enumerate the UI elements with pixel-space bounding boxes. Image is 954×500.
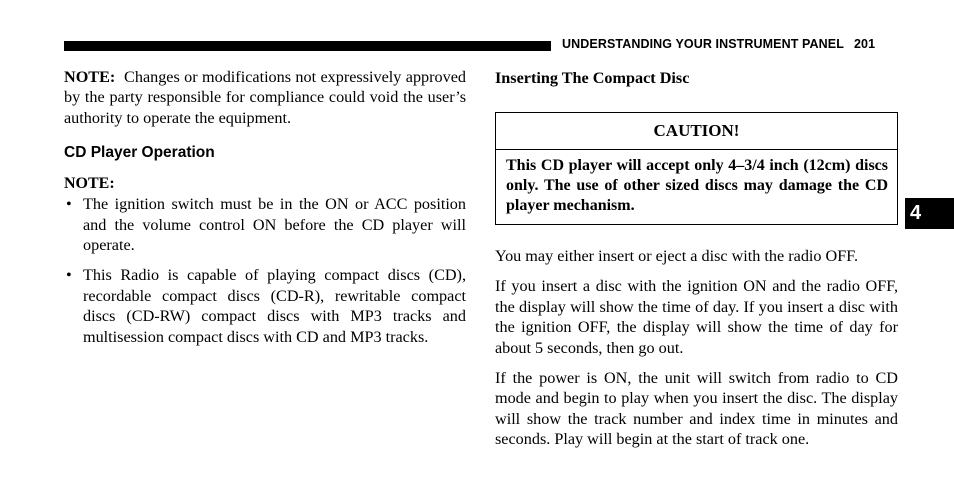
section-heading-cd-player: CD Player Operation [64, 144, 215, 162]
subheading-inserting-disc: Inserting The Compact Disc [495, 69, 690, 87]
caution-box [495, 112, 898, 225]
note-text: Changes or modifications not expressively approved by the party responsible for compliance could void the user’s authority to operate the equipment. [64, 68, 467, 127]
bullet-icon: • [66, 266, 72, 285]
bullet-icon: • [66, 195, 72, 214]
bullet-text: This Radio is capable of playing compact discs (CD), recordable compact discs (CD-R), rewritable compact discs (CD-RW) compact discs with MP3 tracks and multisession compact discs with CD and MP3 tracks. [83, 266, 466, 346]
note-label: NOTE: [64, 68, 116, 86]
header-rule [64, 41, 551, 51]
paragraph-insert-eject: You may either insert or eject a disc with the radio OFF. [495, 247, 859, 265]
section-title: UNDERSTANDING YOUR INSTRUMENT PANEL [562, 37, 844, 51]
caution-title: CAUTION! [496, 113, 897, 150]
chapter-tab: 4 [905, 198, 954, 229]
running-header [562, 37, 875, 51]
page-number: 201 [853, 37, 876, 51]
list-item [64, 194, 466, 255]
bullet-list [64, 194, 466, 347]
caution-text: This CD player will accept only 4–3/4 inch (12cm) discs only. The use of other sized discs may damage the CD player mechanism. [506, 157, 888, 214]
left-column [64, 67, 466, 357]
bullet-text: The ignition switch must be in the ON or ACC position and the volume control ON before the CD player will operate. [83, 195, 466, 255]
paragraph-power-on-play: If the power is ON, the unit will switch from radio to CD mode and begin to play when you insert the disc. The display will show the track number and index time in minutes and seconds. Play will begin at the start of track one. [495, 369, 898, 449]
right-column [495, 67, 898, 450]
list-item [64, 265, 466, 347]
note-paragraph [64, 67, 466, 128]
paragraph-ignition-display: If you insert a disc with the ignition ON and the radio OFF, the display will show the time of day. If you insert a disc with the ignition OFF, the display will show the time of day for about 5 seconds, then go out. [495, 277, 898, 357]
note-label-2: NOTE: [64, 175, 115, 193]
